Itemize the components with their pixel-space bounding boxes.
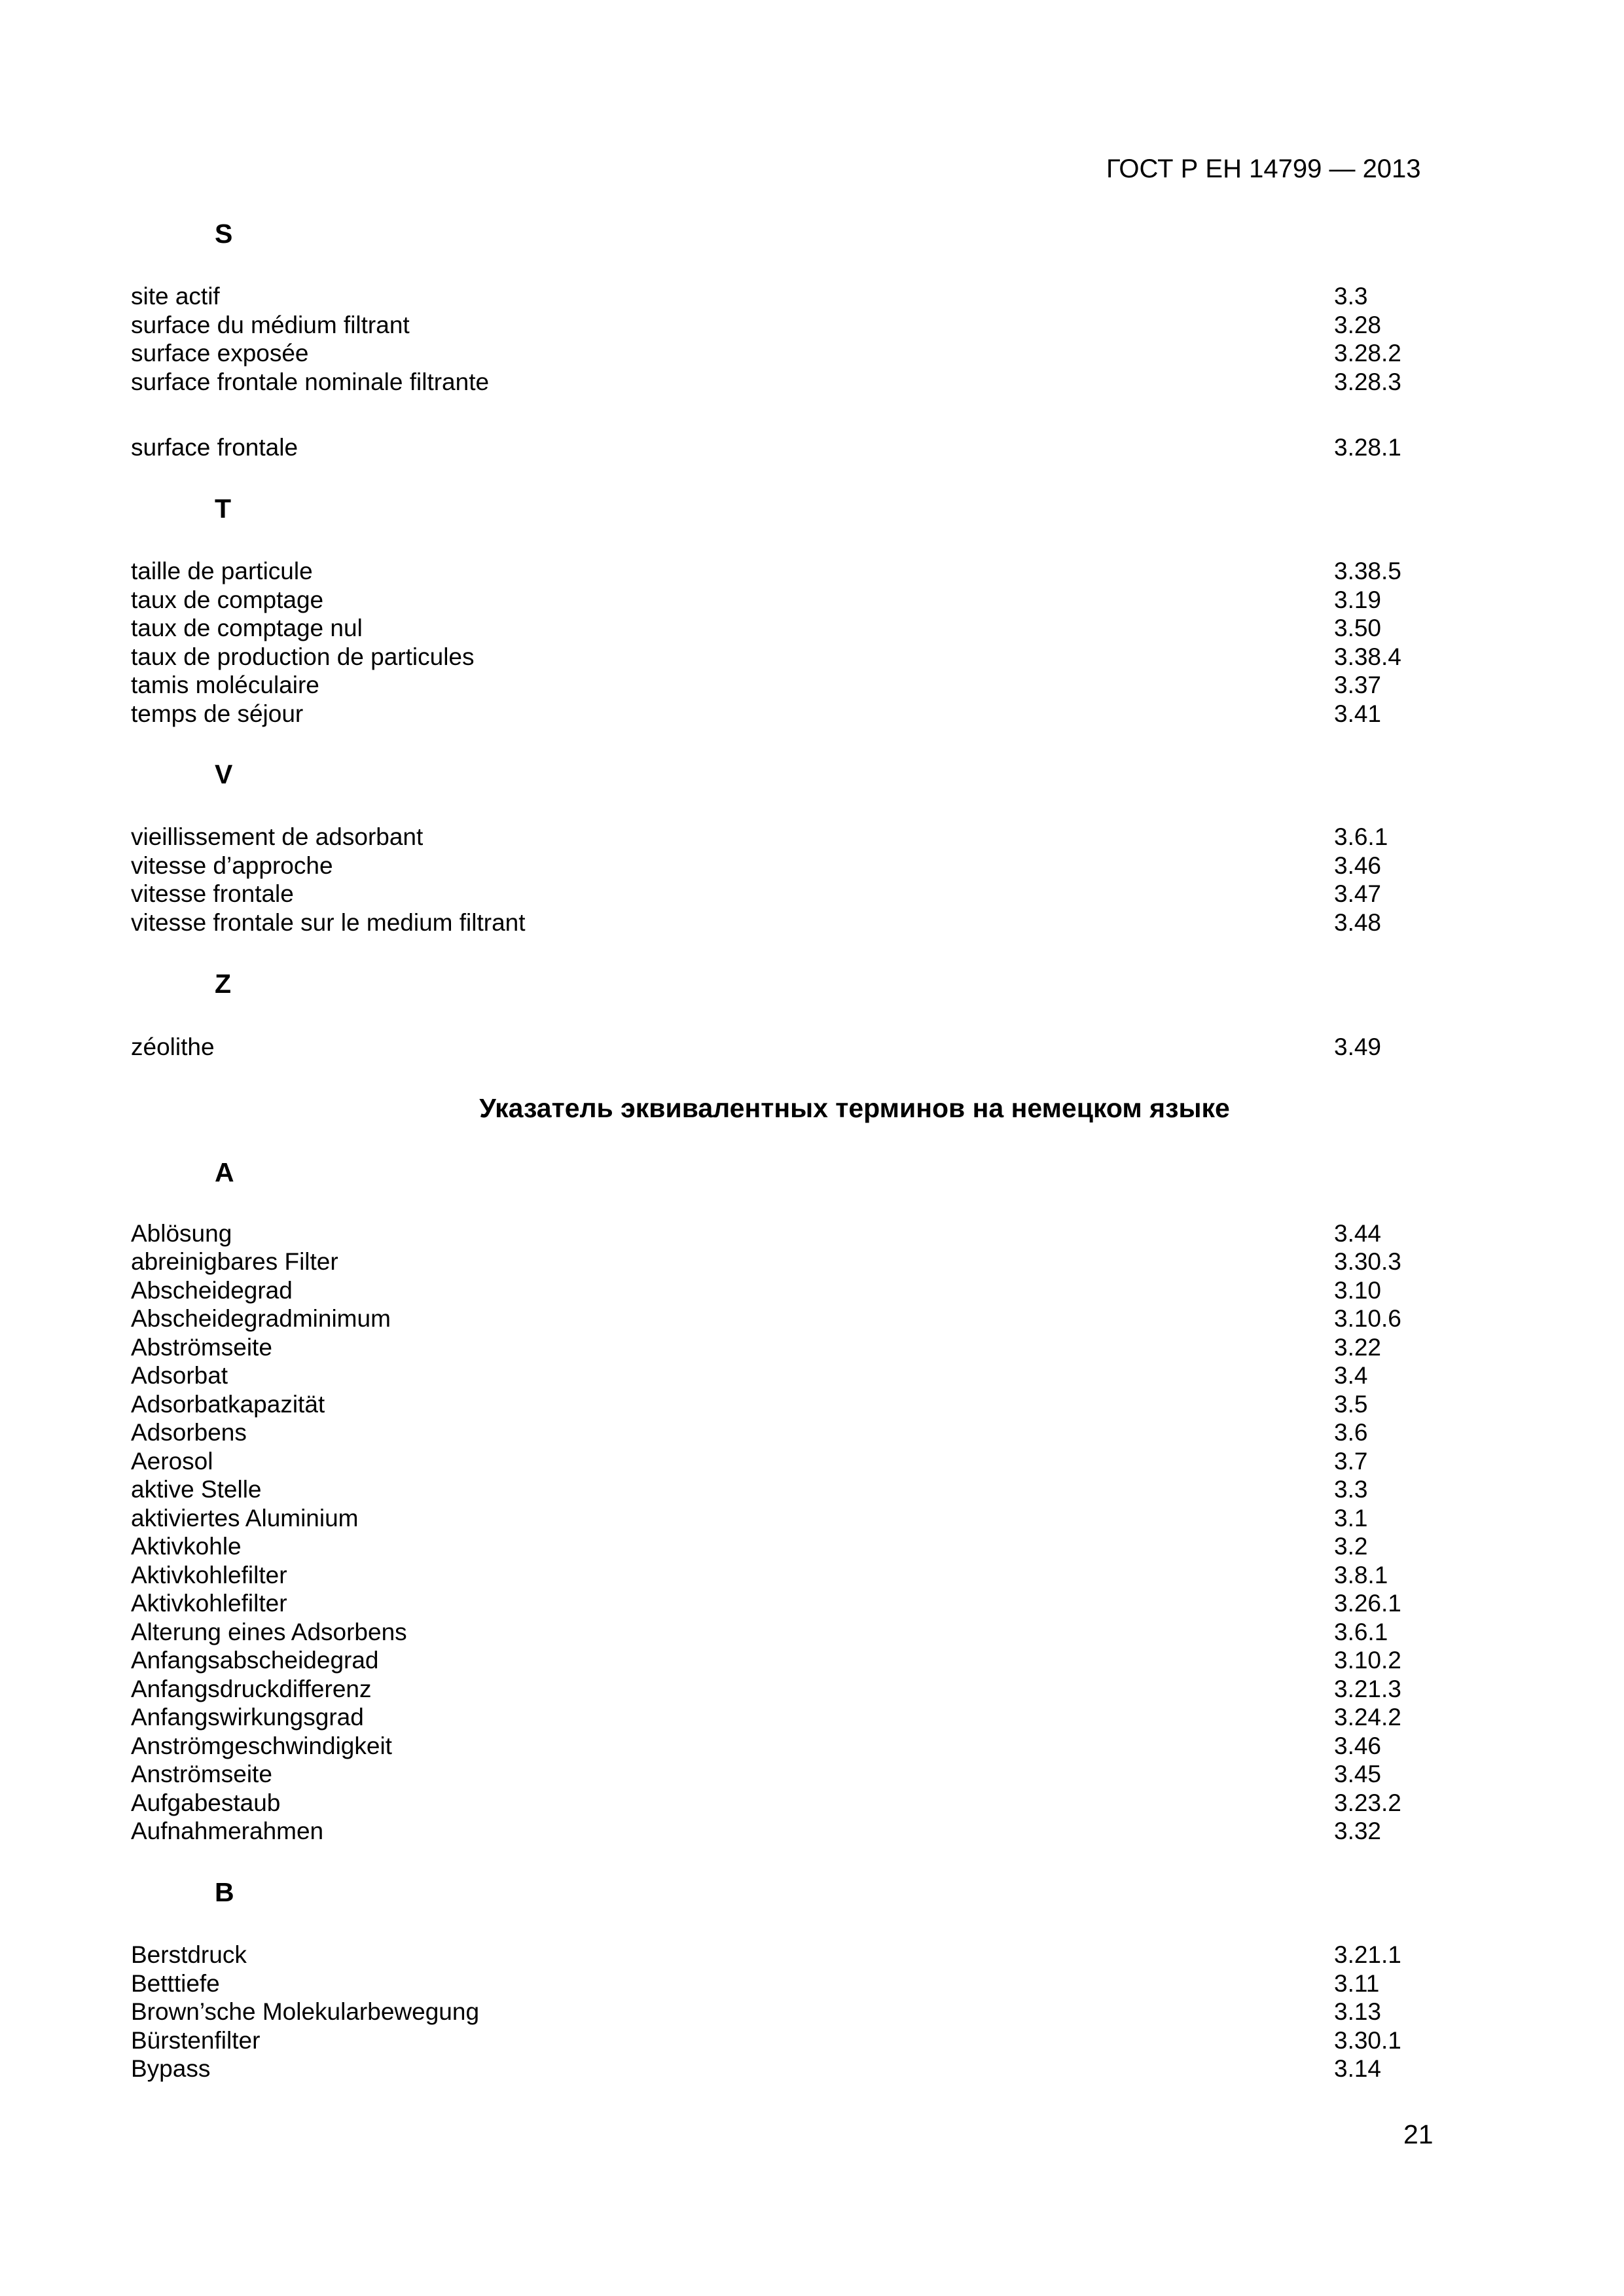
entry-term: Alterung eines Adsorbens [131, 1619, 407, 1645]
index-entry [131, 1504, 1414, 1533]
entry-term: Anströmseite [131, 1761, 272, 1787]
entry-term: vieillissement de adsorbant [131, 823, 424, 850]
index-entry [131, 1618, 1414, 1647]
index-entry [131, 1998, 1414, 2026]
entry-term: temps de séjour [131, 700, 304, 727]
section-letter-b: B [215, 1877, 234, 1907]
index-entry [131, 852, 1414, 880]
index-entry [131, 1675, 1414, 1704]
index-entry [131, 1304, 1414, 1333]
entry-ref: 3.47 [1334, 880, 1382, 907]
entry-ref: 3.41 [1334, 700, 1382, 727]
entry-term: abreinigbares Filter [131, 1248, 338, 1275]
entry-term: Aktivkohle [131, 1533, 242, 1560]
entry-term: taille de particule [131, 558, 313, 584]
index-entry [131, 1475, 1414, 1504]
entry-ref: 3.11 [1334, 1970, 1380, 1997]
entry-term: Adsorbens [131, 1419, 247, 1446]
entry-ref: 3.28.3 [1334, 368, 1401, 395]
entry-term: surface frontale nominale filtrante [131, 368, 490, 395]
entry-ref: 3.1 [1334, 1505, 1368, 1532]
index-entry [131, 614, 1414, 643]
entry-ref: 3.28.1 [1334, 434, 1401, 461]
entry-ref: 3.6 [1334, 1419, 1368, 1446]
entry-ref: 3.48 [1334, 909, 1382, 936]
entry-term: Bürstenfilter [131, 2027, 261, 2054]
entry-ref: 3.45 [1334, 1761, 1382, 1787]
entry-ref: 3.14 [1334, 2055, 1382, 2082]
entry-ref: 3.32 [1334, 1818, 1382, 1844]
index-entry [131, 908, 1414, 937]
entry-ref: 3.10 [1334, 1277, 1382, 1304]
index-entry [131, 433, 1414, 462]
section-letter-z: Z [215, 969, 232, 999]
entry-term: Abscheidegradminimum [131, 1305, 391, 1332]
entry-term: Adsorbat [131, 1362, 228, 1389]
entry-ref: 3.6.1 [1334, 823, 1388, 850]
entry-term: taux de comptage [131, 586, 324, 613]
entry-term: tamis moléculaire [131, 672, 319, 698]
entry-ref: 3.5 [1334, 1391, 1368, 1418]
entry-term: Adsorbatkapazität [131, 1391, 325, 1418]
index-entry [131, 1646, 1414, 1675]
entry-ref: 3.44 [1334, 1220, 1382, 1247]
entry-ref: 3.21.3 [1334, 1676, 1401, 1702]
entry-ref: 3.10.2 [1334, 1647, 1401, 1674]
index-entry [131, 1732, 1414, 1761]
entry-term: Ablösung [131, 1220, 232, 1247]
entry-ref: 3.28.2 [1334, 340, 1401, 367]
index-entry [131, 1333, 1414, 1362]
index-entry [131, 671, 1414, 700]
index-entry [131, 1390, 1414, 1419]
index-entry [131, 2054, 1414, 2083]
entry-term: Bypass [131, 2055, 211, 2082]
index-entry [131, 1561, 1414, 1590]
index-entry [131, 1703, 1414, 1732]
entry-term: Berstdruck [131, 1941, 247, 1968]
entry-term: aktive Stelle [131, 1476, 262, 1503]
entry-term: taux de production de particules [131, 643, 475, 670]
entry-term: Anströmgeschwindigkeit [131, 1732, 392, 1759]
entry-term: Aerosol [131, 1448, 213, 1475]
entry-ref: 3.22 [1334, 1334, 1382, 1361]
entry-term: Aktivkohlefilter [131, 1590, 287, 1617]
entry-term: surface frontale [131, 434, 298, 461]
entry-ref: 3.23.2 [1334, 1789, 1401, 1816]
entry-ref: 3.50 [1334, 615, 1382, 641]
document-header: ГОСТ Р ЕН 14799 — 2013 [1106, 154, 1421, 183]
entry-term: aktiviertes Aluminium [131, 1505, 359, 1532]
entry-ref: 3.2 [1334, 1533, 1368, 1560]
entry-ref: 3.8.1 [1334, 1562, 1388, 1588]
section-letter-s: S [215, 219, 233, 249]
index-entry [131, 1941, 1414, 1969]
index-entry [131, 1276, 1414, 1305]
entry-ref: 3.19 [1334, 586, 1382, 613]
entry-term: Brown’sche Molekularbewegung [131, 1998, 480, 2025]
entry-ref: 3.3 [1334, 283, 1368, 310]
entry-term: surface du médium filtrant [131, 312, 410, 338]
index-entry [131, 1817, 1414, 1846]
german-index-title: Указатель эквивалентных терминов на немецком языке [479, 1093, 1230, 1123]
entry-term: Aktivkohlefilter [131, 1562, 287, 1588]
entry-ref: 3.26.1 [1334, 1590, 1401, 1617]
entry-ref: 3.10.6 [1334, 1305, 1401, 1332]
entry-term: Aufnahmerahmen [131, 1818, 324, 1844]
entry-ref: 3.46 [1334, 1732, 1382, 1759]
entry-ref: 3.49 [1334, 1033, 1382, 1060]
entry-term: Anfangswirkungsgrad [131, 1704, 364, 1731]
index-entry [131, 1033, 1414, 1062]
entry-term: Betttiefe [131, 1970, 220, 1997]
entry-ref: 3.6.1 [1334, 1619, 1388, 1645]
entry-term: vitesse d’approche [131, 852, 333, 879]
index-entry [131, 339, 1414, 368]
index-entry [131, 643, 1414, 672]
entry-term: Abströmseite [131, 1334, 272, 1361]
index-entry [131, 1789, 1414, 1818]
entry-term: vitesse frontale sur le medium filtrant [131, 909, 526, 936]
entry-ref: 3.3 [1334, 1476, 1368, 1503]
index-entry [131, 1219, 1414, 1248]
entry-term: Anfangsdruckdifferenz [131, 1676, 372, 1702]
entry-ref: 3.38.5 [1334, 558, 1401, 584]
index-entry [131, 1589, 1414, 1618]
entry-ref: 3.46 [1334, 852, 1382, 879]
index-entry [131, 1969, 1414, 1998]
index-entry [131, 1760, 1414, 1789]
entry-ref: 3.30.1 [1334, 2027, 1401, 2054]
entry-ref: 3.21.1 [1334, 1941, 1401, 1968]
entry-term: zéolithe [131, 1033, 215, 1060]
index-entry [131, 282, 1414, 311]
index-entry [131, 1418, 1414, 1447]
section-letter-t: T [215, 493, 232, 524]
index-entry [131, 586, 1414, 615]
entry-term: taux de comptage nul [131, 615, 363, 641]
entry-term: surface exposée [131, 340, 309, 367]
index-entry [131, 2026, 1414, 2055]
entry-ref: 3.24.2 [1334, 1704, 1401, 1731]
entry-ref: 3.4 [1334, 1362, 1368, 1389]
index-entry [131, 1361, 1414, 1390]
entry-ref: 3.37 [1334, 672, 1382, 698]
entry-term: Abscheidegrad [131, 1277, 293, 1304]
index-entry [131, 311, 1414, 340]
entry-term: vitesse frontale [131, 880, 294, 907]
index-entry [131, 1247, 1414, 1276]
section-letter-v: V [215, 759, 233, 789]
entry-term: Aufgabestaub [131, 1789, 281, 1816]
entry-ref: 3.38.4 [1334, 643, 1401, 670]
index-entry [131, 700, 1414, 728]
entry-term: site actif [131, 283, 220, 310]
entry-term: Anfangsabscheidegrad [131, 1647, 379, 1674]
index-entry [131, 823, 1414, 852]
page-number: 21 [1403, 2119, 1434, 2149]
entry-ref: 3.7 [1334, 1448, 1368, 1475]
index-entry [131, 1532, 1414, 1561]
index-entry [131, 1447, 1414, 1476]
entry-ref: 3.30.3 [1334, 1248, 1401, 1275]
entry-ref: 3.28 [1334, 312, 1382, 338]
section-letter-a: A [215, 1157, 234, 1187]
entry-ref: 3.13 [1334, 1998, 1382, 2025]
index-entry [131, 880, 1414, 908]
index-entry [131, 368, 1414, 397]
index-entry [131, 557, 1414, 586]
